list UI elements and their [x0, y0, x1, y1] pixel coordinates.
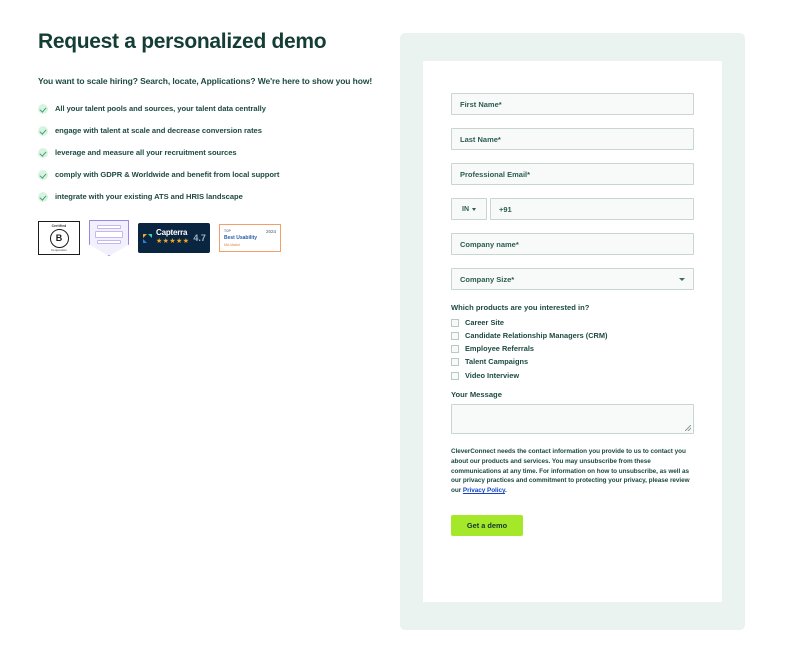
company-name-placeholder: Company name*: [460, 239, 519, 249]
checkbox-talent-campaigns[interactable]: [451, 358, 694, 366]
shield-line: [95, 231, 123, 238]
benefit-label: All your talent pools and sources, your talent data centrally: [55, 104, 266, 114]
privacy-policy-link[interactable]: Privacy Policy: [462, 487, 506, 495]
g2-title: Best Usability: [224, 235, 258, 242]
benefit-label: comply with GDPR & Worldwide and benefit from local support: [55, 170, 280, 180]
shield-line: [97, 240, 121, 244]
message-label: Your Message: [451, 389, 502, 399]
list-item: [38, 170, 400, 180]
checkbox-label: Talent Campaigns: [465, 357, 529, 367]
capterra-logo-icon: [143, 234, 152, 243]
chevron-down-icon: [472, 208, 476, 211]
star-rating-icon: ★★★★★: [156, 238, 190, 246]
privacy-notice: [451, 447, 694, 497]
privacy-text-after: .: [505, 487, 507, 495]
list-item: [38, 126, 400, 136]
last-name-field[interactable]: [451, 128, 694, 150]
g2-subtitle: Mid-Market: [224, 242, 240, 247]
bcorp-top-label: Certified: [51, 224, 67, 229]
phone-row: [451, 198, 694, 220]
list-item: [38, 104, 400, 114]
bcorp-bottom-label: Corporation: [51, 249, 67, 253]
checkbox-icon[interactable]: [451, 345, 459, 353]
email-field[interactable]: [451, 163, 694, 185]
checkbox-icon[interactable]: [451, 358, 459, 366]
get-a-demo-button[interactable]: Get a demo: [451, 515, 523, 536]
intro-paragraph: You want to scale hiring? Search, locate, Applications? We're here to show you how!: [38, 76, 373, 87]
checkbox-label: Employee Referrals: [465, 344, 535, 354]
demo-request-form: [423, 61, 722, 602]
check-circle-icon: [38, 192, 48, 202]
checkbox-icon[interactable]: [451, 319, 459, 327]
checkbox-icon[interactable]: [451, 332, 459, 340]
g2-year: 2024: [265, 229, 276, 235]
trust-badges-row: [38, 220, 400, 256]
form-panel: [400, 33, 745, 630]
shield-line: [97, 225, 121, 229]
privacy-text: CleverConnect needs the contact information you provide to us to contact you about our products and services. You may unsubscribe from these communications at any time. For information on how to unsubscribe, as well as our privacy practices and commitment to protecting your privacy, please review our: [451, 447, 690, 495]
first-name-field[interactable]: [451, 93, 694, 115]
message-textarea[interactable]: [451, 404, 694, 434]
last-name-placeholder: Last Name*: [460, 134, 501, 144]
list-item: [38, 192, 400, 202]
country-code-select[interactable]: [451, 198, 487, 220]
check-circle-icon: [38, 170, 48, 180]
checkbox-crm[interactable]: [451, 332, 694, 340]
page-title: Request a personalized demo: [38, 30, 327, 53]
list-item: [38, 148, 400, 158]
checkbox-employee-referrals[interactable]: [451, 345, 694, 353]
phone-number-input[interactable]: [490, 198, 694, 220]
country-code-value: IN: [462, 205, 469, 213]
bcorp-badge-icon: [38, 221, 80, 255]
checkbox-career-site[interactable]: [451, 319, 694, 327]
checkbox-video-interview[interactable]: [451, 372, 694, 380]
checkbox-label: Video Interview: [465, 370, 520, 380]
benefit-list: [38, 104, 400, 202]
company-size-value: Company Size*: [460, 274, 515, 284]
products-question-label: Which products are you interested in?: [451, 303, 590, 312]
chevron-down-icon: [679, 278, 685, 281]
benefit-label: engage with talent at scale and decrease conversion rates: [55, 126, 262, 136]
check-circle-icon: [38, 104, 48, 114]
dial-code-value: +91: [499, 204, 512, 214]
capterra-text-block: [156, 229, 189, 246]
check-circle-icon: [38, 148, 48, 158]
company-name-field[interactable]: [451, 233, 694, 255]
award-shield-badge-icon: [89, 220, 129, 256]
g2-header: [224, 229, 276, 234]
hero-column: [0, 0, 400, 256]
checkbox-label: Candidate Relationship Managers (CRM): [465, 331, 608, 341]
first-name-placeholder: First Name*: [460, 99, 502, 109]
checkbox-label: Career Site: [465, 318, 505, 327]
benefit-label: integrate with your existing ATS and HRIS landscape: [55, 192, 243, 202]
capterra-name: Capterra: [156, 228, 188, 238]
benefit-label: leverage and measure all your recruitment sources: [55, 148, 237, 158]
capterra-score: 4.7: [193, 233, 206, 244]
checkbox-icon[interactable]: [451, 372, 459, 380]
email-placeholder: Professional Email*: [460, 169, 531, 179]
g2-badge: [219, 224, 281, 252]
g2-label: TOP: [224, 229, 231, 234]
capterra-badge: [138, 223, 210, 253]
check-circle-icon: [38, 126, 48, 136]
bcorp-mark: B: [50, 229, 69, 248]
company-size-select[interactable]: [451, 268, 694, 290]
